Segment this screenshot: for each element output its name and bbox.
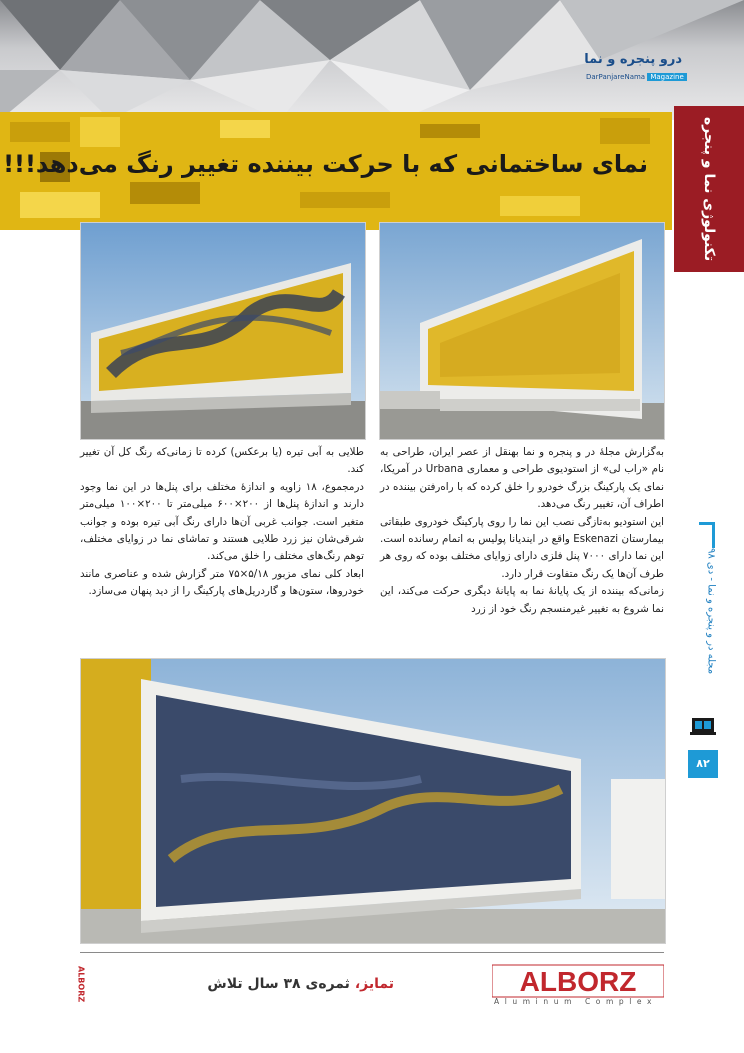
building-right-image-icon: [380, 223, 664, 439]
side-accent-line: [712, 522, 715, 548]
side-accent-line: [699, 522, 715, 525]
article-title: نمای ساختمانی که با حرکت بیننده تغییر رنگ می‌دهد!!!: [3, 150, 648, 178]
logo-english-text: [586, 73, 686, 81]
footer-divider: [80, 952, 664, 953]
building-bottom-image-icon: [81, 659, 665, 943]
section-tab-label: تکنولوژی نما و پنجره: [701, 116, 717, 262]
side-magazine-info: مجله در و پنجره و نما - دی ۹۸: [705, 548, 717, 675]
photo-building-bottom: [80, 658, 666, 944]
paragraph: ابعاد کلی نمای مزبور ۵/۱۸×۷۵ متر گزارش شده و عناصری مانند خودروها، ستون‌ها و گاردریل‌های پارکینگ را از دید پنهان می‌سازد.: [80, 567, 365, 598]
paragraph: درمجموع، ۱۸ زاویه و اندازهٔ مختلف برای پنل‌ها در این نما وجود دارند و اندازهٔ پنل‌ها از ۲۰۰×۶۰۰ میلی‌متر تا ۲۰۰×۱۰۰ میلی‌متر متغیر است. جوانب غربی آن‌ها دارای رنگ آبی تیره بوده و جوانب شرقی‌شان نیز زرد طلایی هستند و تماشای نما در زوایای مختلف، توهم رنگ‌های مختلف را خلق می‌کند.: [80, 480, 364, 563]
footer-slogan: [207, 976, 394, 992]
footer-vertical-brand: ALBORZ: [76, 965, 86, 1003]
paragraph: این استودیو به‌تازگی نصب این نما را روی پارکینگ خودروی طبقاتی بیمارستان Eskenazi واقع در ایندیانا پولیس به اتمام رسانده است. این نما دارای ۷۰۰۰ پنل فلزی دارای زوایای مختلف بوده که روی هر طرف آن‌ها یک رنگ متفاوت قرار دارد.: [380, 515, 664, 580]
logo-persian-text: درو پنجره و نما: [584, 52, 682, 67]
paragraph: زمانی‌که بیننده از یک پایانهٔ نما به پایانهٔ دیگری حرکت می‌کند، این نما شروع به تغییر غیرمنسجم رنگ خود از زرد: [380, 585, 664, 615]
article-column-right: [380, 444, 664, 618]
alborz-subtitle: Aluminum Complex: [494, 997, 658, 1006]
alborz-logo: [492, 963, 664, 999]
photo-building-right: [379, 222, 665, 440]
section-tab-label-wrap: [674, 106, 744, 272]
alborz-logo-text: ALBORZ: [519, 966, 637, 997]
photo-building-left: [80, 222, 366, 440]
paragraph: طلایی به آبی تیره (یا برعکس) کرده تا زمانی‌که رنگ کل آن تغییر کند.: [80, 446, 364, 476]
building-left-image-icon: [81, 223, 365, 439]
paragraph: به‌گزارش مجلهٔ در و پنجره و نما بهنقل از عصر ایران، طراحی به نام «راب لی» از استودیوی طراحی و معماری Urbana در آمریکا، نمای یک پارکینگ بزرگ خودرو را خلق کرده که با راه‌رفتن بیننده در اطراف آن، تغییر رنگ می‌دهد.: [380, 446, 664, 511]
logo-english-name: DarPanjareNama: [586, 73, 646, 81]
page-number: ۸۲: [688, 750, 718, 778]
window-icon: [690, 712, 716, 738]
slogan-rest: ثمره‌ی ۳۸ سال تلاش: [207, 976, 355, 992]
logo-magazine-label: Magazine: [647, 73, 686, 81]
footer-vertical-brand-wrap: [74, 958, 88, 1010]
slogan-brand: تمایز،: [354, 976, 394, 992]
article-column-left: [80, 444, 364, 601]
